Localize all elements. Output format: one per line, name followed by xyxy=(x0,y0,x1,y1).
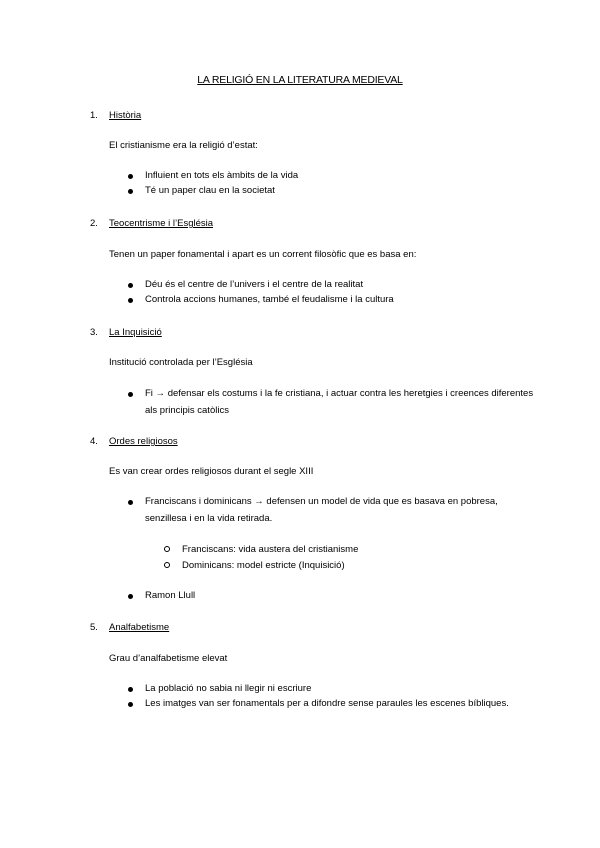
section-2-heading: Teocentrisme i l’Església xyxy=(109,218,214,229)
section-3-bullet-1: Fi → defensar els costums i la fe cristiana, i actuar contra les heretgies i creences diferentes als principis catòlics xyxy=(145,388,534,416)
section-5-bullet-1: La població no sabia ni llegir ni escriure xyxy=(145,683,312,694)
section-4-bullet-1: Franciscans i dominicans → defensen un model de vida que es basava en pobresa, senzillesa i en la vida retirada. xyxy=(145,496,498,524)
section-3-number: 3. xyxy=(90,327,98,338)
section-5-number: 5. xyxy=(90,622,98,633)
section-4-heading: Ordes religiosos xyxy=(109,436,178,447)
bullet-icon xyxy=(128,392,133,397)
bullet-icon xyxy=(128,687,133,692)
bullet-icon xyxy=(128,174,133,179)
section-5-intro: Grau d’analfabetisme elevat xyxy=(109,653,228,664)
document-title: LA RELIGIÓ EN LA LITERATURA MEDIEVAL xyxy=(197,74,403,86)
bullet-icon xyxy=(128,189,133,194)
section-4-bullet-2: Ramon Llull xyxy=(145,590,196,601)
section-2-bullet-1: Déu és el centre de l’univers i el centre de la realitat xyxy=(145,279,364,290)
section-2-bullet-2: Controla accions humanes, també el feudalisme i la cultura xyxy=(145,294,394,305)
section-1-bullet-1: Influient en tots els àmbits de la vida xyxy=(145,170,299,181)
bullet-icon xyxy=(128,702,133,707)
sub-bullet-icon xyxy=(164,546,170,552)
bullet-icon xyxy=(128,500,133,505)
section-3-intro: Institució controlada per l’Església xyxy=(109,357,253,368)
section-2-intro: Tenen un paper fonamental i apart es un corrent filosòfic que es basa en: xyxy=(109,249,417,260)
section-1-heading: Història xyxy=(109,110,142,121)
bullet-icon xyxy=(128,283,133,288)
bullet-icon xyxy=(128,298,133,303)
section-4-subbullet-1: Franciscans: vida austera del cristianisme xyxy=(182,544,359,555)
bullet-icon xyxy=(128,594,133,599)
section-5-heading: Analfabetisme xyxy=(109,622,170,633)
sub-bullet-icon xyxy=(164,562,170,568)
section-4-intro: Es van crear ordes religiosos durant el segle XIII xyxy=(109,466,314,477)
section-1-bullet-2: Té un paper clau en la societat xyxy=(145,185,275,196)
section-5-bullet-2: Les imatges van ser fonamentals per a difondre sense paraules les escenes bíbliques. xyxy=(145,698,509,709)
section-2-number: 2. xyxy=(90,218,98,229)
section-4-subbullet-2: Dominicans: model estricte (Inquisició) xyxy=(182,560,345,571)
section-3-heading: La Inquisició xyxy=(109,327,162,338)
section-1-intro: El cristianisme era la religió d’estat: xyxy=(109,140,258,151)
section-1-number: 1. xyxy=(90,110,98,121)
section-4-number: 4. xyxy=(90,436,98,447)
